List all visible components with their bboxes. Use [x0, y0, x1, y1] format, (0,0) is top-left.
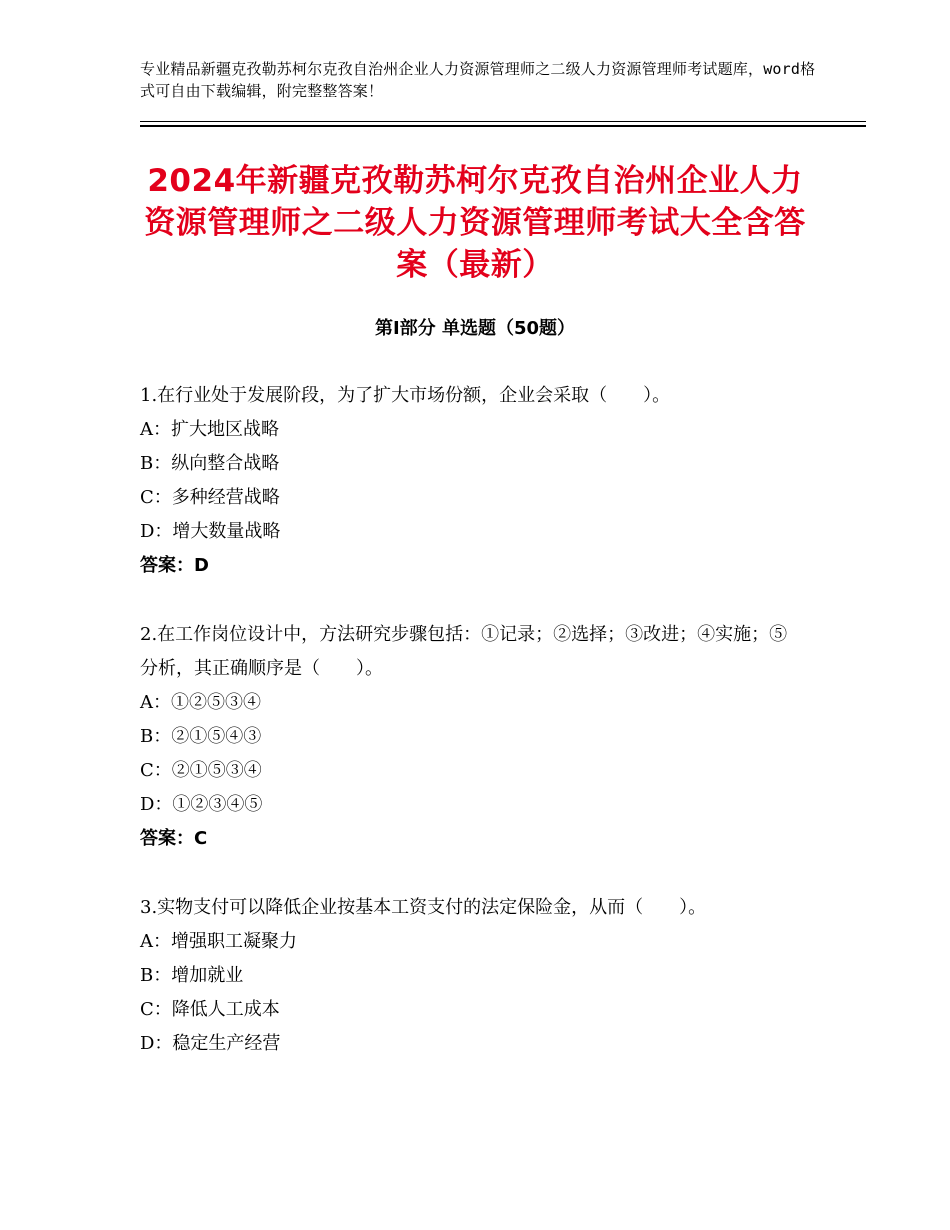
option-d: D：稳定生产经营 [140, 1033, 281, 1054]
option-a: A：增强职工凝聚力 [140, 931, 297, 952]
header-note: 专业精品新疆克孜勒苏柯尔克孜自治州企业人力资源管理师之二级人力资源管理师考试题库，word格式可自由下载编辑，附完整整答案！ [140, 60, 816, 100]
option-b: B：纵向整合战略 [140, 453, 280, 474]
question-1 [140, 379, 800, 583]
option-c: C：降低人工成本 [140, 999, 280, 1020]
question-3 [140, 891, 800, 1061]
document-title: 2024年新疆克孜勒苏柯尔克孜自治州企业人力资源管理师之二级人力资源管理师考试大全含答案（最新） [144, 163, 806, 283]
header-divider-thick [140, 125, 866, 127]
option-a: A：①②⑤③④ [140, 692, 261, 713]
question-stem: 1.在行业处于发展阶段，为了扩大市场份额，企业会采取（ ）。 [140, 385, 671, 406]
option-c: C：多种经营战略 [140, 487, 280, 508]
header-divider-thin [140, 121, 866, 122]
question-2 [140, 618, 800, 856]
question-stem: 3.实物支付可以降低企业按基本工资支付的法定保险金，从而（ ）。 [140, 897, 707, 918]
section-title: 第Ⅰ部分 单选题（50题） [374, 318, 575, 339]
question-stem: 2.在工作岗位设计中，方法研究步骤包括：①记录；②选择；③改进；④实施；⑤分析，其正确顺序是（ ）。 [140, 624, 788, 679]
option-b: B：②①⑤④③ [140, 726, 262, 747]
option-d: D：增大数量战略 [140, 521, 281, 542]
option-d: D：①②③④⑤ [140, 794, 263, 815]
option-a: A：扩大地区战略 [140, 419, 279, 440]
answer: 答案：D [140, 555, 209, 576]
answer: 答案：C [140, 828, 208, 849]
option-b: B：增加就业 [140, 965, 244, 986]
option-c: C：②①⑤③④ [140, 760, 262, 781]
